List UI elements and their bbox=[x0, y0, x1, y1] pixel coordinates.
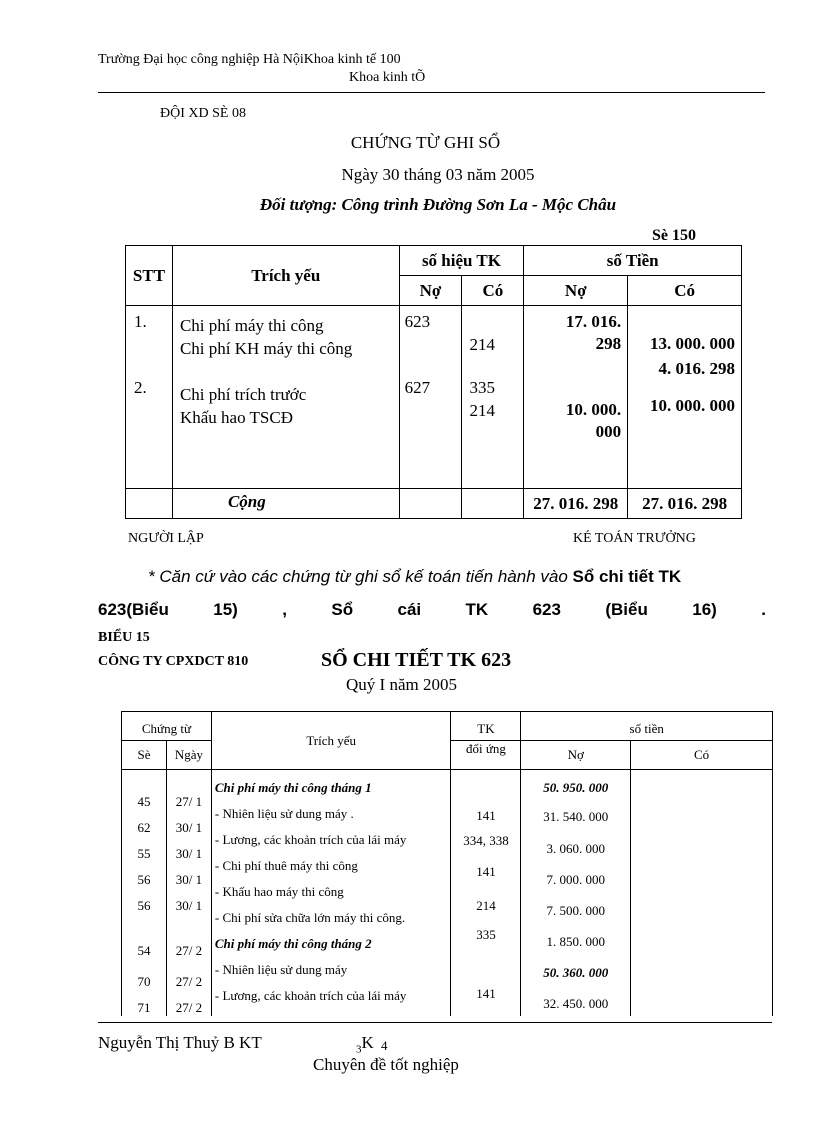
ledger-date: 27/ 2 bbox=[175, 1000, 203, 1015]
ledger-counter: 334, 338 bbox=[463, 833, 509, 848]
col-voucher: Chứng từ bbox=[122, 712, 212, 741]
credit-2: 10. 000. 000 bbox=[650, 396, 735, 415]
footer-class-num: 4 bbox=[381, 1038, 388, 1053]
ledger-date: 30/ 1 bbox=[175, 820, 203, 835]
voucher-table bbox=[125, 245, 742, 519]
ledger-no-cell bbox=[122, 770, 167, 1017]
ledger-summary: - Chi phí sửa chữa lớn máy thi công. bbox=[214, 910, 406, 925]
summary-line: Chi phí KH máy thi công bbox=[179, 339, 353, 358]
ledger-title: SỔ CHI TIẾT TK 623 bbox=[321, 649, 512, 671]
paragraph-word: 623(Biểu bbox=[98, 600, 169, 619]
ledger-counter: 335 bbox=[476, 927, 496, 942]
total-label: Cộng bbox=[172, 489, 399, 519]
footer-class bbox=[356, 1033, 374, 1055]
ledger-no: 55 bbox=[137, 846, 151, 861]
ledger-no: 54 bbox=[137, 943, 151, 958]
ledger-date: 30/ 1 bbox=[175, 846, 203, 861]
ledger-no: 56 bbox=[137, 872, 151, 887]
debit-cell bbox=[524, 306, 628, 489]
col-ledger-debit: Nợ bbox=[521, 741, 631, 770]
ledger-debit: 3. 060. 000 bbox=[546, 841, 606, 856]
col-credit-acc: Có bbox=[462, 276, 524, 306]
ledger-debit-cell bbox=[521, 770, 631, 1017]
ledger-no: 71 bbox=[137, 1000, 151, 1015]
paragraph-word: 16) bbox=[692, 600, 717, 619]
total-debit-acc bbox=[399, 489, 462, 519]
unit-name: ĐỘI XD SÈ 08 bbox=[160, 106, 246, 121]
credit-acc-1: 214 bbox=[469, 335, 495, 354]
col-ledger-amount: số tiền bbox=[521, 712, 773, 741]
total-debit: 27. 016. 298 bbox=[524, 489, 628, 519]
stt-cell bbox=[126, 306, 173, 489]
ledger-no: 70 bbox=[137, 974, 151, 989]
total-credit: 27. 016. 298 bbox=[628, 489, 742, 519]
ledger-summary: - Nhiên liệu sử dung máy bbox=[214, 962, 348, 977]
paragraph-line1 bbox=[148, 567, 681, 587]
signer-right: KÉ TOÁN TRƯỞNG bbox=[573, 531, 696, 546]
ledger-date: 27/ 2 bbox=[175, 943, 203, 958]
paragraph-word: Sổ bbox=[331, 600, 354, 619]
col-stt: STT bbox=[126, 246, 173, 306]
col-debit: Nợ bbox=[524, 276, 628, 306]
header-faculty: Khoa kinh tÕ bbox=[349, 70, 426, 85]
ledger-no: 56 bbox=[137, 898, 151, 913]
paragraph-word: cái bbox=[397, 600, 422, 619]
col-no: Sè bbox=[122, 741, 167, 770]
credit-acc-cell bbox=[462, 306, 524, 489]
debit-acc-1: 623 bbox=[404, 312, 431, 331]
summary-line: Khấu hao TSCĐ bbox=[179, 408, 293, 427]
ledger-date: 27/ 2 bbox=[175, 974, 203, 989]
col-ledger-summary: Trích yếu bbox=[211, 712, 451, 770]
stt-2: 2. bbox=[134, 378, 147, 397]
col-account-no: số hiệu TK bbox=[399, 246, 524, 276]
ledger-period: Quý I năm 2005 bbox=[346, 675, 457, 694]
ledger-debit: 50. 950. 000 bbox=[543, 780, 609, 795]
col-debit-acc: Nợ bbox=[399, 276, 462, 306]
ledger-counter: 141 bbox=[476, 808, 496, 823]
voucher-date: Ngày 30 tháng 03 năm 2005 bbox=[341, 165, 535, 184]
ledger-credit-cell bbox=[631, 770, 773, 1017]
ledger-summary: Chi phí máy thi công tháng 2 bbox=[214, 936, 372, 951]
paragraph-word: TK bbox=[465, 600, 489, 619]
ledger-summary: - Chi phí thuê máy thi công bbox=[214, 858, 358, 873]
header-rule bbox=[98, 92, 765, 93]
credit-acc-2: 335 bbox=[469, 378, 495, 397]
ledger-debit: 1. 850. 000 bbox=[546, 934, 606, 949]
ledger-summary: - Nhiên liệu sử dung máy . bbox=[214, 806, 354, 821]
ledger-counter: 214 bbox=[476, 898, 496, 913]
credit-1b: 4. 016. 298 bbox=[658, 359, 735, 378]
credit-cell bbox=[628, 306, 742, 489]
footer-subtitle: Chuyên đề tốt nghiệp bbox=[313, 1055, 459, 1074]
ledger-debit: 50. 360. 000 bbox=[543, 965, 609, 980]
ledger-summary: - Lương, các khoản trích của lái máy bbox=[214, 832, 407, 847]
total-stt bbox=[126, 489, 173, 519]
ledger-counter-cell bbox=[451, 770, 521, 1017]
paragraph-word: 623 bbox=[532, 600, 561, 619]
ledger-date-cell bbox=[166, 770, 211, 1017]
ledger-summary: - Khấu hao máy thi công bbox=[214, 884, 344, 899]
voucher-object: Đối tượng: Công trình Đường Sơn La - Mộc Châu bbox=[259, 195, 617, 214]
ledger-counter: 141 bbox=[476, 986, 496, 1001]
ledger-summary: - Lương, các khoản trích của lái máy bbox=[214, 988, 407, 1003]
header-school: Trường Đại học công nghiệp Hà NộiKhoa kinh tế 100 bbox=[98, 52, 401, 67]
ledger-summary-cell bbox=[211, 770, 451, 1017]
footer-class-sub: 3 bbox=[356, 1043, 362, 1056]
ledger-debit: 7. 000. 000 bbox=[546, 872, 606, 887]
paragraph-bold: Sổ chi tiết TK bbox=[572, 567, 682, 586]
col-date: Ngày bbox=[166, 741, 211, 770]
voucher-title: CHỨNG TỪ GHI SỔ bbox=[350, 133, 501, 152]
debit-1b: 298 bbox=[595, 334, 622, 353]
debit-2a: 10. 000. bbox=[565, 400, 622, 419]
ledger-label: BIỂU 15 bbox=[98, 630, 150, 645]
summary-cell bbox=[172, 306, 399, 489]
debit-1a: 17. 016. bbox=[565, 312, 622, 331]
ledger-debit: 32. 450. 000 bbox=[543, 996, 609, 1011]
debit-acc-2: 627 bbox=[404, 378, 431, 397]
paragraph-word: . bbox=[761, 600, 766, 619]
summary-line: Chi phí máy thi công bbox=[179, 316, 324, 335]
paragraph-word: 15) bbox=[213, 600, 238, 619]
ledger-company: CÔNG TY CPXDCT 810 bbox=[98, 654, 249, 669]
footer-class-main: K bbox=[361, 1033, 374, 1052]
footer-rule bbox=[98, 1022, 772, 1023]
credit-1a: 13. 000. 000 bbox=[650, 334, 735, 353]
debit-2b: 000 bbox=[595, 422, 622, 441]
ledger-table bbox=[121, 711, 773, 1016]
ledger-date: 27/ 1 bbox=[175, 794, 203, 809]
ledger-counter: 141 bbox=[476, 864, 496, 879]
col-amount: số Tiền bbox=[524, 246, 742, 276]
ledger-no: 45 bbox=[137, 794, 151, 809]
footer-author: Nguyễn Thị Thuỷ B KT bbox=[98, 1033, 262, 1052]
ledger-debit: 31. 540. 000 bbox=[543, 809, 609, 824]
col-credit: Có bbox=[628, 276, 742, 306]
paragraph-italic: * Căn cứ vào các chứng từ ghi sổ kế toán tiến hành vào bbox=[148, 567, 573, 586]
paragraph-word: (Biểu bbox=[605, 600, 648, 619]
debit-acc-cell bbox=[399, 306, 462, 489]
col-counter: đối ứng bbox=[451, 741, 521, 770]
ledger-debit: 7. 500. 000 bbox=[546, 903, 606, 918]
ledger-date: 30/ 1 bbox=[175, 898, 203, 913]
ledger-clip bbox=[121, 711, 776, 1016]
col-tk: TK bbox=[451, 712, 521, 741]
summary-line bbox=[180, 360, 399, 383]
summary-line: Chi phí trích trước bbox=[179, 385, 307, 404]
ledger-no: 62 bbox=[137, 820, 151, 835]
ledger-summary: Chi phí máy thi công tháng 1 bbox=[214, 780, 372, 795]
credit-acc-3: 214 bbox=[469, 401, 495, 420]
paragraph-line2 bbox=[98, 600, 766, 620]
col-summary: Trích yếu bbox=[172, 246, 399, 306]
signer-left: NGƯỜI LẬP bbox=[128, 531, 204, 546]
paragraph-word: , bbox=[282, 600, 287, 619]
voucher-number: Sè 150 bbox=[652, 227, 696, 244]
stt-1: 1. bbox=[134, 312, 147, 331]
ledger-date: 30/ 1 bbox=[175, 872, 203, 887]
col-ledger-credit: Có bbox=[631, 741, 773, 770]
total-credit-acc bbox=[462, 489, 524, 519]
